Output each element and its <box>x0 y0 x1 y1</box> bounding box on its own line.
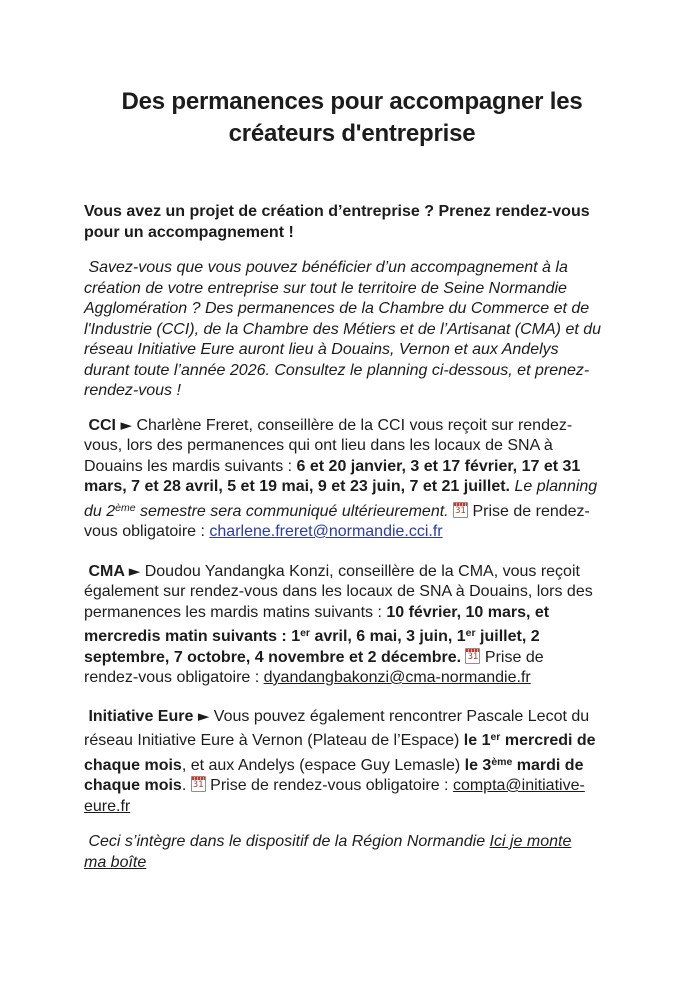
text-line <box>84 623 620 648</box>
bold-run: chaque mois <box>84 756 182 774</box>
arrow-right-icon: ► <box>120 415 132 434</box>
text-line: réseau Initiative Eure auront lieu à Douains, Vernon et aux Andelys <box>84 341 559 358</box>
text-line: rendez-vous ! <box>84 382 181 399</box>
email-link-cma[interactable]: dyandangbakonzi@cma-normandie.fr <box>263 669 531 686</box>
text-line <box>84 668 620 689</box>
superscript: er <box>465 627 476 639</box>
arrow-right-icon: ► <box>197 706 210 725</box>
text-line: durant toute l’année 2026. Consultez le planning ci-dessous, et prenez- <box>84 361 590 379</box>
bold-dates-run: avril, 6 mai, 3 juin, 1 <box>310 628 466 645</box>
section-label-initiative-eure: Initiative Eure <box>84 707 198 725</box>
text-run: permanences les mardis matins suivants : <box>84 603 387 621</box>
superscript: er <box>490 731 501 743</box>
section-cci <box>84 415 620 543</box>
superscript: ème <box>115 501 136 514</box>
section-label-cma: CMA <box>84 562 129 580</box>
bold-dates-run: 6 et 20 janvier, 3 et 17 février, 17 et 31 <box>296 457 581 475</box>
bold-dates-run: mars, 7 et 28 avril, 5 et 19 mai, 9 et 23 juin, 7 et 21 juillet. <box>84 478 510 495</box>
text-line <box>84 415 620 437</box>
italic-run: du 2 <box>84 502 116 520</box>
superscript: ème <box>491 755 513 768</box>
email-link-initiative-cont[interactable]: eure.fr <box>84 797 131 815</box>
text-run: Prise de <box>480 648 544 666</box>
text-line: vous, lors des permanences qui ont lieu dans les locaux de SNA à <box>84 437 553 454</box>
calendar-icon-day: 31 <box>192 780 204 790</box>
superscript: er <box>300 627 311 639</box>
calendar-icon <box>191 776 206 792</box>
text-run: , et aux Andelys (espace Guy Lemasle) <box>181 756 465 774</box>
text-line <box>84 727 620 752</box>
text-line: pour un accompagnement ! <box>84 223 294 241</box>
text-run: . <box>181 777 191 794</box>
italic-run: Le planning <box>510 478 598 495</box>
text-line <box>84 522 620 543</box>
email-link-initiative[interactable]: compta@initiative- <box>452 777 585 794</box>
text-line: Agglomération ? Des permanences de la Chambre du Commerce et de <box>84 300 590 317</box>
calendar-icon-day: 31 <box>467 651 479 662</box>
text-line <box>84 853 620 874</box>
text-line <box>84 797 620 818</box>
arrow-right-icon: ► <box>128 561 141 580</box>
italic-run: Ceci s’intègre dans le dispositif de la Région Normandie <box>84 833 490 850</box>
text-line <box>84 457 620 478</box>
page-title <box>84 86 620 150</box>
text-line: Savez-vous que vous pouvez bénéficier d’un accompagnement à la <box>84 259 568 276</box>
text-line <box>84 648 620 669</box>
text-line <box>84 832 620 853</box>
bold-dates-run: 10 février, 10 mars, et <box>386 603 550 621</box>
title-line: Des permanences pour accompagner les <box>121 88 583 115</box>
text-line <box>84 706 620 728</box>
bold-dates-run: juillet, 2 <box>475 628 540 645</box>
bold-dates-run: septembre, 7 octobre, 4 novembre et 2 décembre. <box>84 648 466 666</box>
text-line <box>84 752 620 777</box>
bold-dates-run: mercredis matin suivants : 1 <box>84 628 301 645</box>
section-cma <box>84 561 620 689</box>
text-run: rendez-vous obligatoire : <box>84 669 264 686</box>
bold-run: mercredi de <box>500 732 596 749</box>
text-line <box>84 498 620 523</box>
email-link-cci[interactable]: charlene.freret@normandie.cci.fr <box>209 523 443 540</box>
text-line: l'Industrie (CCI), de la Chambre des Métiers et de l’Artisanat (CMA) et du <box>84 320 602 338</box>
text-line <box>84 561 620 583</box>
footer-link-ici-je-monte-ma-boite-cont[interactable]: ma boîte <box>84 853 147 871</box>
text-run: Prise de rendez-vous obligatoire : <box>205 777 453 794</box>
bold-run: mardi de <box>512 756 584 774</box>
section-initiative-eure <box>84 706 620 818</box>
text-run: réseau Initiative Eure à Vernon (Plateau de l’Espace) <box>84 732 464 749</box>
text-line <box>84 603 620 624</box>
intro-paragraph <box>84 202 620 243</box>
footer-link-ici-je-monte-ma-boite[interactable]: Ici je monte <box>489 833 572 850</box>
text-run: Doudou Yandangka Konzi, conseillère de la CMA, vous reçoit <box>140 562 580 580</box>
text-run: Prise de rendez- <box>468 502 590 520</box>
calendar-icon <box>453 502 468 518</box>
text-line: création de votre entreprise sur tout le territoire de Seine Normandie <box>84 279 567 297</box>
text-line <box>84 776 620 797</box>
footer-paragraph <box>84 832 620 873</box>
text-run: Douains les mardis suivants : <box>84 457 297 475</box>
title-line: créateurs d'entreprise <box>228 120 476 147</box>
italic-run: semestre sera communiqué ultérieurement. <box>135 502 454 520</box>
text-run: Vous pouvez également rencontrer Pascale Lecot du <box>209 707 590 725</box>
text-run: Charlène Freret, conseillère de la CCI vous reçoit sur rendez- <box>132 416 573 434</box>
section-label-cci: CCI <box>84 416 121 434</box>
text-run: vous obligatoire : <box>84 523 210 540</box>
bold-run: chaque mois <box>84 777 182 794</box>
text-line: Vous avez un projet de création d’entreprise ? Prenez rendez-vous <box>84 203 590 220</box>
bold-run: le 1 <box>463 732 491 749</box>
text-line <box>84 477 620 498</box>
bold-run: le 3 <box>464 756 492 774</box>
calendar-icon <box>465 648 480 664</box>
text-line: également sur rendez-vous dans les locaux de SNA à Douains, lors des <box>84 583 593 600</box>
calendar-icon-day: 31 <box>455 505 466 516</box>
lead-paragraph <box>84 258 620 402</box>
